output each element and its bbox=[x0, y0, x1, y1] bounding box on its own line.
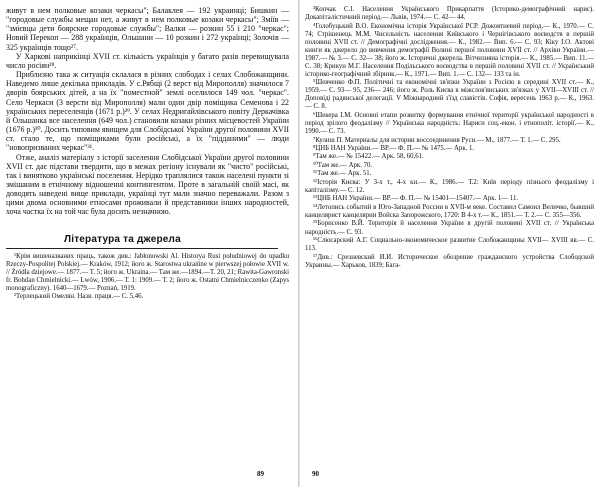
footnote: ¹⁷Див.: Срезневский И.И. Историческое обозрение гражданского устройства Слободской Украины.— Харьков, 1839; Бага- bbox=[305, 253, 594, 269]
footnote: ⁴Голобуцький В.О. Економічна історія Української РСР. Дожовтневий період.— К., 1970.— С. 74; Стрішенець М.М. Чисельність населення Київського і Чернігівського воєводств в першій половині XVII ст. // Демографічні дослідження.— К., 1982.— Вип. 6.— С. 93; Кіку І.О. Актові книги як джерело до вивчення демографії Волині першої половини XVII ст. // Архіви України.— 1987.— № 3.— С. 32— 38; його ж. Історичні джерела. Вітчизняна історія.— К., 1985.— Вип. 11.— С. 38; Крикун М.Г. Населення Подільського воєводства в першій половині XVII ст. // Український історико-географічний збірник.— К., 1971.— Вип. 1.— С. 132— 133 та ін. bbox=[305, 22, 594, 78]
footnote: ³Копчак С.І. Населення Українського Прикарпаття (Історико-демографічний нарис). Докапіталістичний період.— Львів, 1974.— С. 42— 44. bbox=[305, 6, 594, 22]
footnote: ¹³ЦНБ НАН України.— ВР.— Ф. П.— № 15401—15407.— Арк. 1— 11. bbox=[313, 195, 519, 203]
left-body-text bbox=[6, 6, 289, 217]
footnote: ¹⁰Там же.— Арк. 70. bbox=[313, 161, 373, 169]
footnote: ¹²Історія Києва: У 3-х т., 4-х кн.— К., 1986.— Т.2: Київ періоду пізнього феодалізму і капіталізму.— С. 12. bbox=[305, 178, 594, 194]
body-paragraph: живут в нем полковые козаки черкасы"; Балаклея — 192 украинці; Бишкин — "городовые службы мещан нет, а живут в нем полковые козаки черкасы"; Зміїв — "змієвцы дети боярские городовые службы"; Валки — розкин 55 і 210 "черкас"; Новий Перекоп — 288 українців, Ольшани — 10 розкин і 272 українці; Золочів — 325 українців тощо²⁷. bbox=[6, 6, 289, 52]
footnote: ⁵Шевченко Ф.П. Політичні та економічні зв'язки України з Росією в середині XVII ст.— К., 1959.— С. 93— 95, 236— 246; його ж. Роль Києва в міжслов'янських зв'язках у XVII—XVIII ст. // Доповіді радянської делегації. V Міжнародний з'їзд славістів. Софія, вересень 1963 р.— К., 1963.— С. 8. bbox=[305, 79, 594, 111]
left-page bbox=[6, 6, 289, 301]
footnote: ¹⁴Летопись событий в Юго-Западной России в XVII-м веке. Составил Самоил Величко, бывший канцелярист канцелярии Войска Запорожского, 1720: В 4-х т.— К., 1851.— Т. 2.— С. 355—356. bbox=[305, 203, 594, 219]
right-page bbox=[305, 6, 594, 270]
footnote: ⁷Кулиш П. Материалы для истории воссоединения Руси.— М., 1877.— Т. 1.— С. 295. bbox=[313, 136, 561, 144]
body-paragraph: Отже, аналіз матеріалу з історії заселення Слобідської України другої половини XVII ст. дає підстави твердити, що в межах регіону існували як "чисто" російські, так і винятково українські поселення. Нерідко траплялися також населені пункти зі змішаним в етнічному відношенні контингентом. Проте в загальній своїй масі, як доводять наведені вище приклади, українці тут мали значно переважали. Разом з цими двома основними етносами проживали й представники інших народностей, хоча частка їх на той час була досить незначною. bbox=[6, 152, 289, 217]
footnote: ¹⁵Борисенко В.Й. Територія й населення України в другій половині XVII ст. // Українська народність.— С. 93. bbox=[305, 220, 594, 236]
footnote: ⁸ЦНБ НАН України.— ВР.— Ф. П.— № 1475.— Арк. 1. bbox=[313, 144, 475, 152]
page-number-right: 90 bbox=[312, 470, 319, 478]
footnote: ²Терлецький Омелян. Назв. праця.— С. 5,46. bbox=[14, 292, 144, 300]
footnote: ¹Крім вишеназваних праць, також див.: Jabłonowski Al. Historya Rusi południowej do upadku Rzeczy-Pospolitej Polskiej.— Kraków, 1912; його ж. Starostwa ukraińne w pierwszej połowie XVII w. // Źródła dziejowe.— 1877.— T. 5; його ж. Ukraina.— Там же.—1894.—T. 20, 21; Rawita-Gawronski fr. Bohdan Chmielnicki.— Lwów, 1906.— T. 1: 1909.— T. 2; його ж. Ostatni Chmielnicczenko (Zapys monograficzny). 1640—1679.— Poznań, 1919. bbox=[6, 252, 289, 292]
footnote: ¹⁶Слюсарский А.Г. Социально-экономическое развитие Слобожанщины XVII— XVIII вв.— С. 113. bbox=[305, 237, 594, 253]
footnote: ⁶Шекера І.М. Основні етапи розвитку формування етнічної території української народності в період зрілого феодалізму // Українська народність: Нариси соц.-екон. і етнополіт. історії.— К., 1990.— С. 73. bbox=[305, 111, 594, 136]
footnote-rule bbox=[6, 248, 278, 249]
right-footnotes bbox=[305, 6, 594, 270]
footnote: ¹¹Там же.— Арк. 51. bbox=[313, 170, 372, 178]
footnote: ⁹Там же.— № 15422.— Арк. 58, 60,61. bbox=[313, 153, 424, 161]
book-gutter bbox=[298, 0, 300, 487]
section-heading: Література та джерела bbox=[64, 233, 181, 245]
body-paragraph: Приблизно така ж ситуація склалася в різних слободах і селах Слобожанщини. Наведемо лише декілька прикладів. У с.Рябщі (2 верст від Мирополля) значилося 7 дворів боярських дітей, а на їх "поместной" землі оселилося 149 чол. "черкас". Село Черкаси (3 версти від Мирополля) мали один двір поміщика Семенова і 22 українських переселенців (1671 р.)²⁹. У селах Недригайлівського повіту Деркачівка й Ольшанка все населення (649 чол.) становили козаки різних місцевостей України (1676 р.)³⁰. Досить типовим явищем для Слобідської України другої половини XVII ст. стало те, що поміщиками були російські, а їх "підданими" — люди "новопризваних черкас"³¹. bbox=[6, 70, 289, 153]
body-paragraph: У Харкові наприкінці XVII ст. кількість українців у багато разів перевищувала число росіян²⁸. bbox=[6, 51, 289, 70]
left-footnotes bbox=[6, 253, 289, 301]
page-number-left: 89 bbox=[257, 470, 264, 478]
